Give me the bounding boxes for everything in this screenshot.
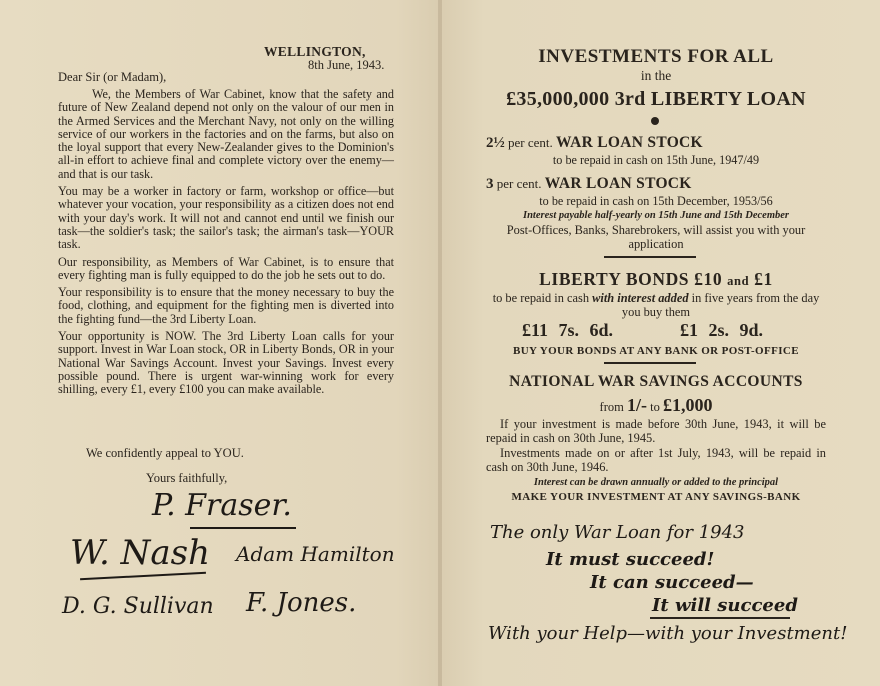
slogan-line-4: It will succeed: [652, 595, 798, 616]
savings-paragraph-2: Investments made on or after 1st July, 1943, will be repaid in cash on 30th June, 1946.: [486, 446, 826, 474]
bonds-repay: [486, 292, 826, 319]
savings-make: MAKE YOUR INVESTMENT AT ANY SAVINGS-BANK: [511, 491, 801, 503]
bonds-amount-1: £10: [694, 269, 723, 289]
letter-paragraph: We, the Members of War Cabinet, know that the safety and future of New Zealand depend not only on the valour of our men in the Armed Services and the Merchant Navy, not only on the willing service of our workers in the factories and on the farms, but also on the loyal support that every New-Zealander gives to the Dominion's all-in effort to achieve final and complete victory over the enemy—and that is our task.: [58, 87, 394, 181]
notice-in-the: in the: [640, 68, 672, 83]
letter-paragraph: Our responsibility, as Members of War Cabinet, is to ensure that every fighting man is fully equipped to do the job he sets out to do.: [58, 254, 394, 282]
liberty-bonds-heading: [486, 269, 826, 290]
savings-range: [486, 395, 826, 416]
letter-appeal: We confidently appeal to YOU.: [86, 446, 244, 460]
bonds-buy: BUY YOUR BONDS AT ANY BANK OR POST-OFFICE: [512, 345, 800, 357]
stock-1-unit: per cent.: [508, 135, 553, 150]
signature-underline: [190, 527, 296, 529]
bonds-amount-2: £1: [754, 269, 773, 289]
page-fold: [438, 0, 442, 686]
divider-rule: [604, 256, 696, 258]
bonds-repay-emphasis: with interest added: [592, 291, 689, 305]
stock-2-name: WAR LOAN STOCK: [544, 175, 692, 192]
savings-to: to: [650, 400, 660, 414]
signature-jones: F. Jones.: [246, 588, 357, 618]
signature-sullivan: D. G. Sullivan: [62, 594, 214, 619]
savings-title: NATIONAL WAR SAVINGS ACCOUNTS: [509, 373, 803, 390]
divider-rule: [604, 362, 696, 364]
slogan-line-3: It can succeed—: [590, 572, 754, 593]
stock-1-name: WAR LOAN STOCK: [556, 134, 703, 151]
slogan-line-2: It must succeed!: [546, 549, 715, 570]
notice-title: INVESTMENTS FOR ALL: [538, 46, 774, 67]
signature-fraser: P. Fraser.: [152, 488, 292, 523]
assist-text: Post-Offices, Banks, Sharebrokers, will assist you with your application: [506, 223, 806, 251]
bullet-dot: [651, 117, 659, 125]
savings-interest-note: Interest can be drawn annually or added to the principal: [533, 477, 779, 488]
letter-body: [58, 88, 394, 401]
letter-place: WELLINGTON,: [264, 44, 366, 59]
stock-2-unit: per cent.: [496, 176, 542, 191]
bonds-title: LIBERTY BONDS: [539, 269, 690, 289]
bonds-and: and: [727, 274, 750, 288]
letter-paragraph: Your opportunity is NOW. The 3rd Liberty Loan calls for your support. Invest in War Loan stock, OR in Liberty Bonds, OR in your National War Savings Account. Invest your Savings. Invest every possible pound. There is urgent war-winning work for every shilling, every £1, every £100 you can make available.: [58, 329, 394, 397]
letter-paragraph: Your responsibility is to ensure that the money necessary to buy the food, clothing, and equipment for the fighting men is diverted into the fighting fund—the 3rd Liberty Loan.: [58, 285, 394, 326]
stock-2-repay: to be repaid in cash on 15th December, 1953/56: [539, 194, 773, 208]
bond-price-2: £1 2s. 9d.: [680, 320, 764, 340]
letter-paragraph: You may be a worker in factory or farm, workshop or office—but whatever your vocation, your responsibility as a citizen does not end with your day's work. It will not and cannot end until we finish our task—the soldier's task; the sailor's task; the airman's task—YOUR task.: [58, 184, 394, 252]
savings-max: £1,000: [662, 395, 713, 415]
signature-nash: W. Nash: [70, 533, 210, 573]
letter-salutation: Dear Sir (or Madam),: [58, 70, 167, 84]
bonds-repay-pre: to be repaid in cash: [492, 291, 590, 305]
savings-min: 1/-: [626, 395, 647, 415]
slogan-underline: [650, 617, 790, 619]
notice-loan-amount: £35,000,000 3rd LIBERTY LOAN: [506, 88, 806, 110]
savings-paragraph-1: If your investment is made before 30th June, 1943, it will be repaid in cash on 30th June, 1945.: [486, 417, 826, 445]
signature-hamilton: Adam Hamilton: [236, 542, 395, 566]
bond-price-1: £11 7s. 6d.: [522, 320, 614, 340]
savings-from: from: [599, 400, 624, 414]
interest-note: Interest payable half-yearly on 15th June and 15th December: [523, 210, 789, 221]
slogan-line-1: The only War Loan for 1943: [490, 522, 745, 543]
stock-1-repay: to be repaid in cash on 15th June, 1947/49: [552, 153, 760, 167]
letter-closing: Yours faithfully,: [146, 471, 228, 485]
stock-2-rate: 3: [486, 176, 494, 192]
stock-1-rate: 2½: [486, 135, 505, 151]
stock-2-heading: [486, 175, 826, 193]
stock-1-heading: [486, 134, 826, 152]
bonds-repay-post: in five years from the day you buy them: [621, 291, 820, 319]
slogan-line-5: With your Help—with your Investment!: [488, 623, 848, 644]
letter-date: 8th June, 1943.: [308, 58, 385, 72]
